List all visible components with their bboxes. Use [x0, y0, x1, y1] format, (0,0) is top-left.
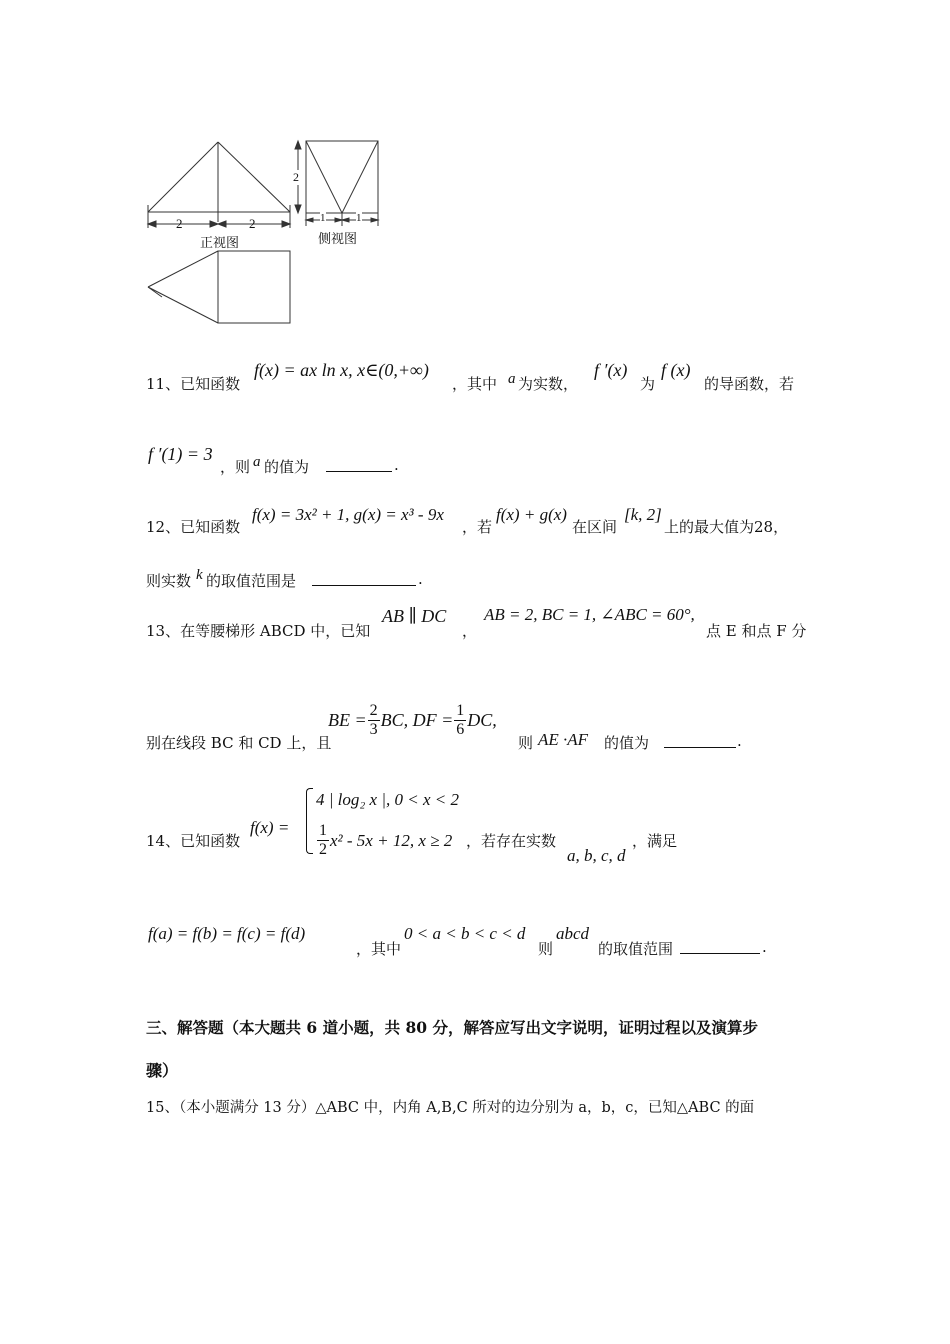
q14-case2-row	[316, 822, 452, 859]
q11-condition: f ′(1) = 3	[148, 444, 213, 464]
q14-answer-blank[interactable]	[680, 939, 760, 954]
q14-text-satisfy: ，满足	[632, 832, 678, 850]
q14-vars: a, b, c, d	[567, 846, 626, 865]
q13-dot-product: AE ·AF	[538, 730, 589, 749]
q14-piecewise	[306, 788, 466, 860]
section-3-line2: 骤）	[146, 1061, 179, 1080]
q13-line2-a: 别在线段 BC 和 CD 上，且	[146, 734, 332, 752]
q14-text-then: 则	[538, 940, 554, 958]
q13-given: AB = 2, BC = 1, ∠ABC = 60°,	[484, 605, 695, 624]
q14-fx: f(x) =	[250, 818, 290, 837]
q11-text-mid: ，其中	[452, 375, 498, 393]
q11-text-value: 的值为	[264, 458, 310, 476]
q14-equation: f(a) = f(b) = f(c) = f(d)	[148, 924, 306, 943]
q11-deriv: f ′(x)	[594, 360, 628, 380]
q11-answer-blank[interactable]	[326, 457, 392, 472]
q14-end: .	[762, 938, 767, 956]
dim-side-height: 2	[293, 170, 299, 184]
q11-number: 11、已知函数	[146, 375, 241, 393]
q14-case2: x² - 5x + 12, x ≥ 2	[330, 830, 453, 850]
q12-line2-b: 的取值范围是	[206, 572, 297, 590]
q13-comma: ，	[462, 622, 478, 640]
q14-text-range: 的取值范围	[598, 940, 674, 958]
q15-line: 15、（本小题满分 13 分）△ABC 中，内角 A,B,C 所对的边分别为 a，b，c，已知△ABC 的面	[146, 1100, 755, 1116]
q13-text-value: 的值为	[604, 734, 650, 752]
q13-text-points: 点 E 和点 F 分	[706, 622, 807, 640]
q14-fraction-half	[317, 822, 329, 859]
q13-f1-num: 2	[369, 702, 378, 719]
top-view-diagram	[148, 251, 290, 323]
q13-number: 13、在等腰梯形 ABCD 中，已知	[146, 622, 371, 640]
q12-text-max: 上的最大值为28，	[664, 518, 789, 536]
q11-var-a-2: a	[253, 454, 261, 470]
q11-text-wei: 为	[640, 375, 656, 393]
dim-front-right: 2	[249, 216, 256, 231]
q12-end: .	[418, 570, 423, 588]
q11-fx: f (x)	[661, 360, 691, 380]
q12-text-if: ，若	[462, 518, 493, 536]
q13-dc: DC,	[467, 710, 497, 730]
q12-sum: f(x) + g(x)	[496, 505, 567, 524]
q14-case1: 4 | log₂ x |, 0 < x < 2	[316, 790, 460, 809]
q13-be: BE =	[328, 710, 367, 730]
q11-end: .	[394, 456, 399, 474]
q12-number: 12、已知函数	[146, 518, 241, 536]
q14-text-exist: ，若存在实数	[466, 832, 557, 850]
q12-text-interval: 在区间	[572, 518, 618, 536]
q11-text-real: 为实数，	[518, 375, 579, 393]
q13-bc-df: BC, DF =	[380, 710, 454, 730]
q14-product: abcd	[556, 924, 590, 943]
q13-f2-num: 1	[456, 702, 465, 719]
section-3-line1: 三、解答题（本大题共 6 道小题，共 80 分，解答应写出文字说明，证明过程以及演算步	[146, 1018, 758, 1037]
q13-fraction-one-sixth	[454, 702, 466, 739]
q12-var-k: k	[196, 567, 203, 583]
q13-f1-den: 3	[369, 721, 378, 738]
q13-vector-equation	[328, 702, 497, 739]
q13-parallel: AB ∥ DC	[382, 606, 447, 626]
front-view-label: 正视图	[200, 236, 240, 251]
q13-f2-den: 6	[456, 721, 465, 738]
q14-inequality: 0 < a < b < c < d	[404, 924, 526, 943]
q11-text-tail: 的导函数，若	[704, 375, 795, 393]
q14-number: 14、已知函数	[146, 832, 241, 850]
q12-interval: [k, 2]	[624, 505, 662, 524]
side-view-diagram	[295, 141, 378, 226]
q12-line2-a: 则实数	[146, 572, 192, 590]
dim-side-right: 1	[356, 212, 362, 224]
dim-front-left: 2	[176, 216, 183, 231]
q13-end: .	[737, 732, 742, 750]
side-view-label: 侧视图	[318, 232, 358, 247]
q13-fraction-two-thirds	[368, 702, 380, 739]
q12-answer-blank[interactable]	[312, 571, 416, 586]
q11-var-a: a	[508, 371, 516, 387]
front-view-diagram	[148, 142, 290, 228]
q13-text-then: 则	[518, 734, 534, 752]
q14-text-where: ，其中	[356, 940, 402, 958]
q14-brace	[306, 788, 313, 854]
dim-side-left: 1	[320, 212, 326, 224]
q14-frac-den: 2	[319, 841, 327, 858]
q14-frac-num: 1	[319, 822, 327, 839]
q11-text-then: ，则	[220, 458, 251, 476]
q13-answer-blank[interactable]	[664, 733, 736, 748]
q12-formula: f(x) = 3x² + 1, g(x) = x³ - 9x	[252, 505, 444, 524]
q11-formula: f(x) = ax ln x, x∈(0,+∞)	[254, 360, 429, 380]
